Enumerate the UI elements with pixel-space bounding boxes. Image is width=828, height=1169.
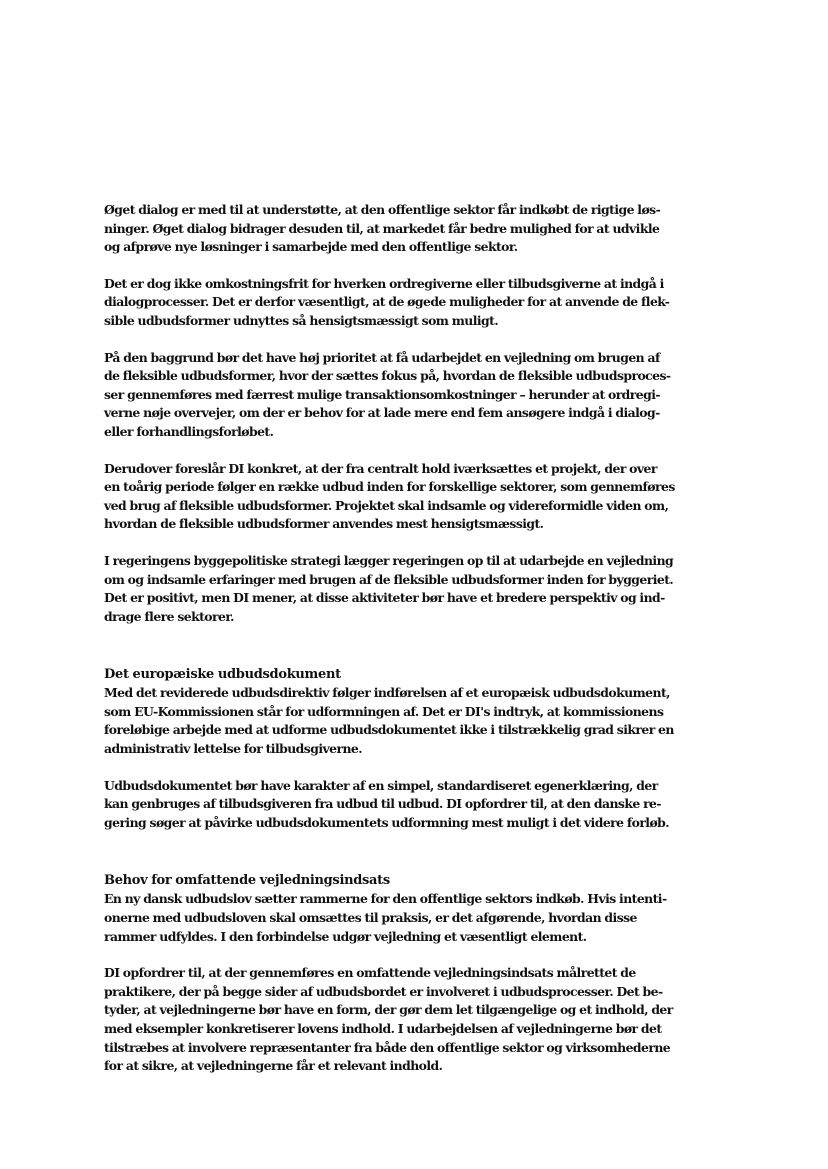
paragraph-espd-intro [104, 684, 674, 758]
paragraph-guidance-recommendation [104, 964, 673, 1076]
paragraph-dialog-support [104, 201, 664, 257]
text-line: verne nøje overvejer, om der er behov for at lade mere end fem ansøgere indgå i dialog- [104, 405, 660, 421]
document-page [104, 201, 675, 1094]
text-line: kan genbruges af tilbudsgiveren fra udbud til udbud. DI opfordrer til, at den danske re- [104, 796, 661, 812]
text-line: rammer udfyldes. I den forbindelse udgør vejledning et væsentligt element. [104, 928, 587, 944]
text-line: de fleksible udbudsformer, hvor der sættes fokus på, hvordan de fleksible udbudsproces- [104, 368, 671, 384]
text-line: En ny dansk udbudslov sætter rammerne for den offentlige sektors indkøb. Hvis intenti- [104, 891, 667, 907]
text-line: Udbudsdokumentet bør have karakter af en simpel, standardiseret egenerklæring, der [104, 777, 658, 793]
text-line: og afprøve nye løsninger i samarbejde med den offentlige sektor. [104, 239, 518, 255]
text-line: drage flere sektorer. [104, 608, 234, 624]
text-line: for at sikre, at vejledningerne får et relevant indhold. [104, 1058, 443, 1074]
text-line: foreløbige arbejde med at udforme udbudsdokumentet ikke i tilstrækkelig grad sikrer en [104, 722, 674, 738]
text-line: ninger. Øget dialog bidrager desuden til, at markedet får bedre mulighed for at udvikle [104, 220, 660, 236]
text-line: onerne med udbudsloven skal omsættes til praksis, er det afgørende, hvordan disse [104, 910, 637, 926]
text-line: eller forhandlingsforløbet. [104, 423, 274, 439]
text-line: hvordan de fleksible udbudsformer anvendes mest hensigtsmæssigt. [104, 516, 544, 532]
paragraph-new-procurement-law [104, 890, 667, 946]
text-line: dialogprocesser. Det er derfor væsentligt, at de øgede muligheder for at anvende de flek- [104, 294, 670, 310]
text-line: en toårig periode følger en række udbud inden for forskellige sektorer, som gennemføres [104, 479, 675, 495]
paragraph-espd-recommendation [104, 777, 670, 833]
text-line: administrativ lettelse for tilbudsgiverne. [104, 741, 362, 757]
section-heading: Behov for omfattende vejledningsindsats [104, 873, 390, 889]
paragraph-guidance-priority [104, 349, 671, 442]
text-line: gering søger at påvirke udbudsdokumentets udformning mest muligt i det videre forløb. [104, 814, 670, 830]
text-line: Derudover foreslår DI konkret, at der fra centralt hold iværksættes et projekt, der over [104, 460, 657, 476]
section-spacer [104, 644, 664, 666]
text-line: tyder, at vejledningerne bør have en form, der gør dem let tilgængelige og et indhold, der [104, 1002, 673, 1018]
section-spacer [104, 850, 664, 872]
section-guidance-effort [104, 872, 673, 1075]
text-line: sible udbudsformer udnyttes så hensigtsmæssigt som muligt. [104, 312, 499, 328]
text-line: med eksempler konkretiserer lovens indhold. I udarbejdelsen af vejledningerne bør det [104, 1021, 662, 1036]
section-european-procurement-document [104, 666, 674, 832]
text-line: Med det reviderede udbudsdirektiv følger indførelsen af et europæisk udbudsdokument, [104, 685, 670, 701]
text-line: DI opfordrer til, at der gennemføres en omfattende vejledningsindsats målrettet de [104, 965, 636, 981]
text-line: om og indsamle erfaringer med brugen af de fleksible udbudsformer inden for byggeriet. [104, 571, 674, 587]
section-heading: Det europæiske udbudsdokument [104, 667, 341, 683]
text-line: tilstræbes at involvere repræsentanter fra både den offentlige sektor og virksomhederne [104, 1039, 671, 1055]
text-line: ved brug af fleksible udbudsformer. Projektet skal indsamle og videreformidle viden om, [104, 497, 669, 513]
text-line: Øget dialog er med til at understøtte, at den offentlige sektor får indkøbt de rigtige løs- [104, 202, 661, 217]
text-line: ser gennemføres med færrest mulige transaktionsomkostninger – herunder at ordregi- [104, 386, 660, 402]
text-line: som EU-Kommissionen står for udformningen af. Det er DI's indtryk, at kommissionens [104, 703, 664, 719]
text-line: praktikere, der på begge sider af udbudsbordet er involveret i udbudsprocesser. Det be- [104, 983, 663, 999]
text-line: Det er dog ikke omkostningsfrit for hverken ordregiverne eller tilbudsgiverne at indgå i [104, 275, 664, 291]
paragraph-dialog-cost [104, 275, 670, 331]
text-line: I regeringens byggepolitiske strategi lægger regeringen op til at udarbejde en vejledning [104, 552, 674, 568]
paragraph-building-strategy [104, 552, 674, 626]
text-line: På den baggrund bør det have høj prioritet at få udarbejdet en vejledning om brugen af [104, 349, 660, 365]
text-line: Det er positivt, men DI mener, at disse aktiviteter bør have et bredere perspektiv og ind- [104, 590, 665, 606]
paragraph-project-proposal [104, 460, 675, 534]
